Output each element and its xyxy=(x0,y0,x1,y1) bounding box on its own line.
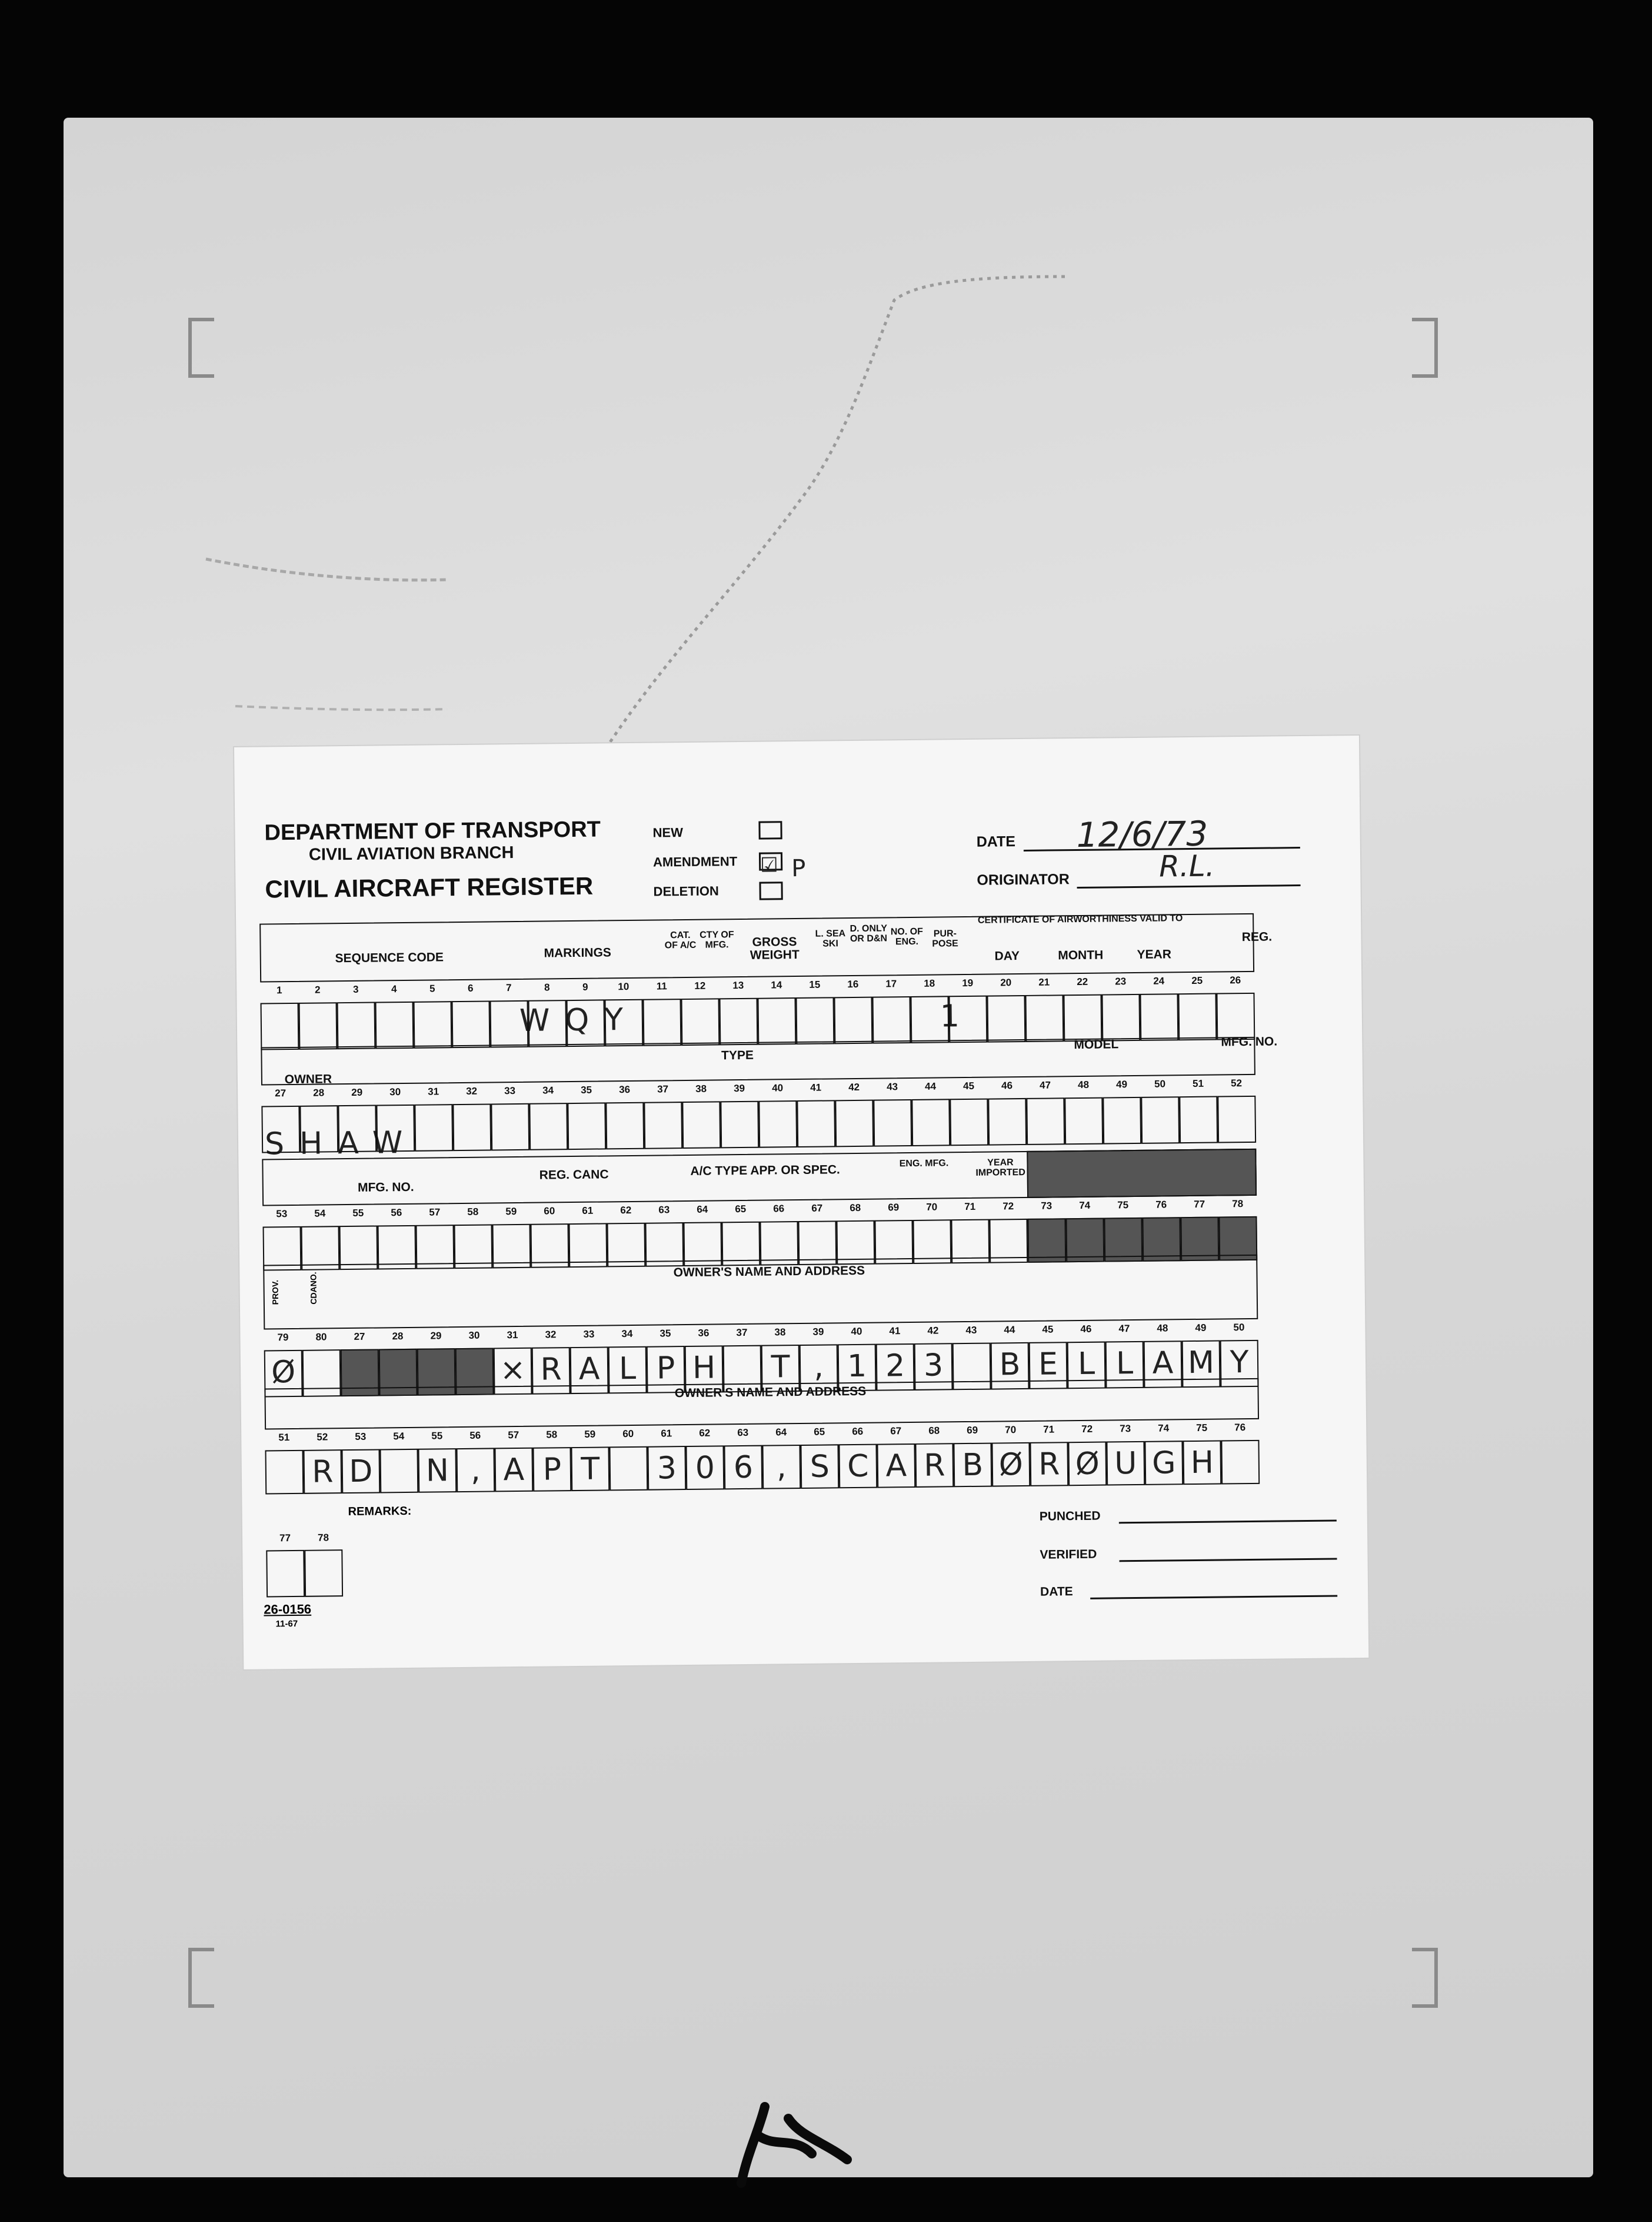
column-number: 36 xyxy=(698,1327,710,1339)
column-number: 61 xyxy=(582,1205,594,1216)
column-number: 60 xyxy=(544,1205,555,1217)
column-number: 55 xyxy=(352,1207,364,1219)
entry-cell[interactable] xyxy=(911,1099,950,1146)
l-sea-ski-label: L. SEA SKI xyxy=(815,929,846,949)
entry-cell[interactable] xyxy=(452,1103,491,1151)
column-number: 53 xyxy=(355,1431,367,1442)
column-number: 27 xyxy=(354,1330,365,1342)
column-number: 32 xyxy=(545,1329,557,1340)
handwritten-character: , xyxy=(813,1349,824,1385)
column-number: 64 xyxy=(697,1203,708,1215)
handwritten-character: × xyxy=(499,1352,526,1388)
entry-cell[interactable] xyxy=(265,1450,304,1495)
handwritten-character: P xyxy=(656,1351,675,1386)
entry-cell[interactable] xyxy=(1221,1440,1260,1485)
entry-cell[interactable] xyxy=(529,1103,568,1150)
handwritten-character: L xyxy=(1077,1346,1095,1382)
column-number: 43 xyxy=(887,1081,898,1093)
column-number: 42 xyxy=(848,1081,860,1093)
entry-cell[interactable] xyxy=(720,998,758,1046)
column-number: 78 xyxy=(1232,1198,1244,1210)
column-number: 76 xyxy=(1234,1422,1246,1433)
ac-type-label: A/C TYPE APP. OR SPEC. xyxy=(690,1163,840,1178)
column-number: 13 xyxy=(732,979,744,992)
cdano-label: CDANO. xyxy=(308,1272,318,1305)
column-number: 30 xyxy=(468,1329,480,1341)
entry-cell[interactable] xyxy=(796,997,835,1045)
entry-cell[interactable] xyxy=(797,1100,835,1147)
new-label: NEW xyxy=(652,825,684,840)
column-number: 46 xyxy=(1080,1323,1092,1335)
column-number: 47 xyxy=(1040,1079,1051,1091)
handwritten-character: T xyxy=(581,1451,600,1487)
column-number: 39 xyxy=(812,1326,824,1338)
year-imported-label: YEAR IMPORTED xyxy=(975,1157,1025,1178)
mfg-no-label: MFG. NO. xyxy=(357,1180,414,1195)
sequence-code-label: SEQUENCE CODE xyxy=(335,950,444,966)
column-number: 41 xyxy=(889,1325,901,1337)
entry-cell[interactable] xyxy=(1179,1096,1218,1144)
handwritten-character: A xyxy=(503,1452,525,1488)
entry-cell[interactable] xyxy=(643,999,682,1046)
handwritten-character: H xyxy=(1190,1445,1214,1481)
handwritten-character: N xyxy=(425,1453,449,1489)
column-number: 49 xyxy=(1116,1079,1128,1090)
entry-cell[interactable] xyxy=(950,1099,988,1146)
column-number: 44 xyxy=(1004,1324,1015,1336)
column-number: 47 xyxy=(1118,1323,1130,1335)
entry-cell[interactable] xyxy=(609,1446,648,1491)
column-number: 50 xyxy=(1233,1322,1245,1333)
certificate-label: CERTIFICATE OF AIRWORTHINESS VALID TO xyxy=(977,913,1183,926)
column-number: 67 xyxy=(890,1425,902,1437)
column-number: 4 xyxy=(391,983,397,995)
column-number: 73 xyxy=(1041,1200,1053,1212)
column-number: 46 xyxy=(1001,1080,1013,1092)
entry-cell[interactable] xyxy=(1141,1096,1180,1144)
entry-cell[interactable] xyxy=(266,1550,305,1598)
column-number: 14 xyxy=(771,979,782,991)
crop-mark-bottom-right xyxy=(1412,1948,1438,2008)
entry-cell[interactable] xyxy=(491,1103,529,1151)
owner-name-label-2: OWNER'S NAME AND ADDRESS xyxy=(674,1384,867,1401)
column-number: 11 xyxy=(656,980,667,992)
column-number: 77 xyxy=(279,1532,291,1544)
entry-cell[interactable] xyxy=(681,998,720,1046)
column-number: 63 xyxy=(737,1426,749,1439)
entry-cell[interactable] xyxy=(567,999,605,1047)
entry-cell[interactable] xyxy=(682,1101,721,1149)
purpose-label: PUR- POSE xyxy=(932,929,958,949)
year-label: YEAR xyxy=(1137,947,1172,962)
column-number: 51 xyxy=(1193,1077,1204,1089)
column-number: 44 xyxy=(925,1080,937,1092)
column-number: 79 xyxy=(277,1332,289,1343)
column-number: 34 xyxy=(621,1328,633,1340)
column-number: 5 xyxy=(429,983,435,994)
model-label: MODEL xyxy=(1074,1037,1119,1052)
column-number: 72 xyxy=(1002,1200,1014,1212)
department-title: DEPARTMENT OF TRANSPORT xyxy=(264,817,601,846)
column-number: 57 xyxy=(429,1206,441,1218)
column-number: 29 xyxy=(430,1330,442,1342)
date-label: DATE xyxy=(976,833,1016,850)
handwritten-character: D xyxy=(349,1453,373,1490)
handwritten-character: 1 xyxy=(847,1348,867,1385)
column-number: 74 xyxy=(1158,1422,1170,1434)
handwritten-character: , xyxy=(776,1449,787,1485)
owner-value: SHAW xyxy=(264,1125,418,1162)
column-number: 75 xyxy=(1117,1199,1129,1211)
handwritten-character: L xyxy=(1115,1346,1134,1382)
column-number: 28 xyxy=(392,1330,404,1342)
handwritten-character: G xyxy=(1151,1445,1176,1481)
column-number: 40 xyxy=(772,1082,784,1094)
column-number: 70 xyxy=(1005,1424,1017,1436)
crop-mark-top-left xyxy=(188,318,214,378)
entry-cell[interactable] xyxy=(644,1102,682,1149)
column-number: 74 xyxy=(1079,1199,1091,1212)
column-number: 10 xyxy=(618,980,630,993)
column-number: 58 xyxy=(467,1206,479,1218)
column-number: 59 xyxy=(505,1206,517,1218)
column-number: 68 xyxy=(850,1202,861,1214)
entry-cell[interactable] xyxy=(1064,1097,1103,1145)
column-number: 66 xyxy=(852,1425,864,1438)
handwritten-character: R xyxy=(923,1448,945,1483)
column-number: 35 xyxy=(581,1084,592,1096)
owner-name-label-1: OWNER'S NAME AND ADDRESS xyxy=(673,1263,865,1280)
entry-cell[interactable] xyxy=(948,996,987,1043)
column-number: 52 xyxy=(317,1431,328,1443)
entry-cell[interactable] xyxy=(376,1105,415,1152)
register-grid xyxy=(234,736,1368,1669)
column-number: 59 xyxy=(584,1428,596,1440)
markings-label: MARKINGS xyxy=(544,946,611,960)
gross-weight-label: GROSS WEIGHT xyxy=(750,935,800,962)
entry-cell[interactable] xyxy=(758,997,797,1045)
handwritten-character: M xyxy=(1187,1345,1215,1381)
column-number: 1 xyxy=(276,984,282,996)
entry-cell[interactable] xyxy=(1025,994,1064,1042)
column-number: 73 xyxy=(1120,1423,1131,1435)
column-number: 68 xyxy=(928,1425,940,1436)
owner-label: OWNER xyxy=(284,1072,332,1087)
entry-cell[interactable] xyxy=(261,1106,300,1153)
handwritten-character: A xyxy=(1152,1345,1174,1381)
column-number: 58 xyxy=(546,1429,558,1441)
entry-cell[interactable] xyxy=(1101,994,1140,1042)
entry-cell[interactable] xyxy=(605,999,644,1047)
column-number: 64 xyxy=(775,1426,787,1438)
column-number: 8 xyxy=(544,982,550,993)
handwritten-character: T xyxy=(771,1349,790,1385)
entry-cell[interactable] xyxy=(380,1449,419,1493)
column-number: 23 xyxy=(1115,976,1127,987)
column-number: 22 xyxy=(1077,976,1088,988)
eng-mfg-label: ENG. MFG. xyxy=(899,1158,949,1169)
column-number: 48 xyxy=(1078,1079,1090,1091)
column-number: 78 xyxy=(318,1532,329,1544)
originator-value: R.L. xyxy=(1158,849,1215,884)
column-number: 51 xyxy=(278,1432,290,1443)
entry-cell[interactable] xyxy=(375,1002,414,1049)
reg-label: REG. xyxy=(1241,930,1273,944)
verified-label: VERIFIED xyxy=(1040,1547,1097,1562)
crop-mark-bottom-left xyxy=(188,1948,214,2008)
column-number: 33 xyxy=(583,1328,595,1340)
handwritten-character: P xyxy=(542,1452,562,1488)
type-label: TYPE xyxy=(721,1048,754,1063)
handwritten-character: 3 xyxy=(657,1451,677,1486)
handwritten-character: U xyxy=(1114,1446,1137,1482)
column-number: 52 xyxy=(1231,1077,1243,1089)
crop-mark-top-right xyxy=(1412,318,1438,378)
handwritten-character: E xyxy=(1038,1346,1058,1382)
handwritten-character: R xyxy=(1038,1446,1060,1482)
entry-cell[interactable] xyxy=(261,1003,299,1050)
signoff-date-label: DATE xyxy=(1040,1585,1073,1599)
date-value: 12/6/73 xyxy=(1076,813,1208,856)
no-of-eng-label: NO. OF ENG. xyxy=(890,926,923,947)
column-number: 15 xyxy=(809,979,821,990)
column-number: 54 xyxy=(393,1431,405,1442)
entry-cell[interactable] xyxy=(1026,1097,1065,1145)
column-number: 80 xyxy=(315,1331,327,1343)
form-revision: 11-67 xyxy=(275,1618,298,1629)
column-number: 56 xyxy=(469,1429,481,1441)
entry-cell[interactable] xyxy=(1063,994,1102,1042)
column-number: 43 xyxy=(965,1324,977,1336)
column-number: 45 xyxy=(963,1080,975,1092)
column-number: 76 xyxy=(1155,1199,1167,1210)
column-number: 38 xyxy=(774,1326,786,1338)
handwritten-character: S xyxy=(810,1449,830,1485)
column-number: 66 xyxy=(773,1203,785,1215)
entry-cell[interactable] xyxy=(567,1102,606,1150)
column-number: 24 xyxy=(1153,975,1165,987)
column-number: 54 xyxy=(314,1208,326,1219)
column-number: 36 xyxy=(619,1083,631,1096)
column-number: 45 xyxy=(1042,1323,1054,1335)
column-number: 33 xyxy=(504,1085,516,1097)
column-number: 34 xyxy=(542,1085,554,1096)
column-number: 71 xyxy=(1043,1423,1055,1435)
column-number: 42 xyxy=(927,1325,939,1336)
entry-cell[interactable] xyxy=(758,1100,797,1148)
entry-cell[interactable] xyxy=(304,1549,343,1597)
column-number: 17 xyxy=(885,978,897,990)
entry-cell[interactable] xyxy=(414,1104,453,1152)
column-number: 38 xyxy=(695,1083,707,1095)
column-number: 55 xyxy=(431,1430,443,1442)
month-label: MONTH xyxy=(1058,948,1104,963)
branch-title: CIVIL AVIATION BRANCH xyxy=(308,843,514,864)
handwritten-character: A xyxy=(578,1351,600,1387)
entry-cell[interactable] xyxy=(1103,1097,1141,1145)
column-number: 18 xyxy=(924,977,935,989)
entry-cell[interactable] xyxy=(452,1000,491,1048)
column-number: 26 xyxy=(1230,974,1241,986)
header-band xyxy=(263,1255,1258,1330)
column-number: 28 xyxy=(313,1087,325,1099)
entry-cell[interactable] xyxy=(299,1105,338,1153)
column-number: 2 xyxy=(314,984,321,996)
column-number: 27 xyxy=(275,1087,287,1099)
column-number: 48 xyxy=(1157,1322,1168,1334)
cty-label: CTY OF MFG. xyxy=(700,930,734,950)
markings-value: WQY xyxy=(519,1002,639,1039)
column-number: 6 xyxy=(467,982,474,994)
entry-cell[interactable] xyxy=(414,1001,452,1049)
header-band xyxy=(262,1149,1257,1206)
entry-cell[interactable] xyxy=(987,995,1025,1043)
entry-cell[interactable] xyxy=(1178,993,1217,1041)
entry-cell[interactable] xyxy=(338,1105,377,1153)
amendment-label: AMENDMENT xyxy=(652,854,738,870)
handwritten-character: , xyxy=(470,1452,481,1488)
entry-cell[interactable] xyxy=(835,1100,874,1147)
column-number: 41 xyxy=(810,1082,822,1093)
handwritten-character: Ø xyxy=(998,1447,1024,1483)
column-number: 65 xyxy=(814,1426,825,1438)
column-number: 67 xyxy=(811,1202,823,1214)
entry-cell[interactable] xyxy=(299,1002,338,1050)
handwritten-character: Y xyxy=(1230,1345,1249,1381)
entry-cell[interactable] xyxy=(720,1101,759,1149)
handwritten-character: C xyxy=(847,1448,869,1485)
mfg-no-label-top: MFG. NO. xyxy=(1221,1035,1278,1049)
column-number: 71 xyxy=(964,1200,976,1213)
column-number: 32 xyxy=(466,1085,478,1097)
handwritten-character: Ø xyxy=(1075,1446,1100,1482)
entry-cell[interactable] xyxy=(1216,993,1255,1040)
punched-label: PUNCHED xyxy=(1039,1509,1101,1524)
entry-cell[interactable] xyxy=(988,1098,1027,1146)
column-number: 29 xyxy=(351,1086,363,1098)
handwritten-character: R xyxy=(312,1454,334,1490)
column-number: 65 xyxy=(735,1203,747,1215)
handwritten-character: 2 xyxy=(885,1348,905,1384)
column-number: 37 xyxy=(736,1326,748,1339)
entry-cell[interactable] xyxy=(834,997,872,1045)
deletion-label: DELETION xyxy=(653,883,719,899)
entry-cell[interactable] xyxy=(605,1102,644,1150)
column-number: 12 xyxy=(694,980,706,992)
column-number: 16 xyxy=(847,978,859,990)
column-number: 60 xyxy=(622,1428,634,1440)
column-number: 70 xyxy=(926,1201,938,1213)
handwritten-character: A xyxy=(885,1448,907,1484)
reg-canc-label: REG. CANC xyxy=(539,1167,609,1182)
column-number: 49 xyxy=(1195,1322,1207,1333)
handwritten-character: Ø xyxy=(271,1354,296,1391)
column-number: 72 xyxy=(1081,1423,1093,1435)
column-number: 63 xyxy=(658,1204,670,1216)
column-number: 31 xyxy=(428,1086,439,1097)
column-number: 35 xyxy=(660,1328,671,1339)
handwritten-character: H xyxy=(692,1350,716,1386)
form-number: 26-0156 xyxy=(264,1601,312,1617)
column-number: 40 xyxy=(851,1325,862,1338)
column-number: 25 xyxy=(1191,974,1203,986)
form-title: CIVIL AIRCRAFT REGISTER xyxy=(265,871,594,903)
register-card xyxy=(234,736,1368,1669)
d-only-label: D. ONLY OR D&N xyxy=(850,923,888,944)
column-number: 57 xyxy=(508,1429,519,1441)
column-number: 75 xyxy=(1196,1422,1208,1433)
handwritten-scribble xyxy=(724,2083,865,2189)
amendment-mark: P xyxy=(791,854,806,883)
column-number: 53 xyxy=(276,1208,288,1220)
column-number: 19 xyxy=(962,977,974,989)
column-number: 62 xyxy=(699,1427,711,1439)
column-number: 69 xyxy=(967,1424,978,1436)
amendment-check-mark: ☑ xyxy=(760,853,778,877)
handwritten-character: 3 xyxy=(923,1348,944,1383)
column-number: 39 xyxy=(734,1082,745,1095)
column-number: 30 xyxy=(389,1086,401,1098)
column-number: 50 xyxy=(1154,1078,1166,1090)
remarks-label: REMARKS: xyxy=(348,1504,412,1519)
column-number: 20 xyxy=(1000,977,1012,989)
handwritten-character: B xyxy=(999,1347,1021,1383)
handwritten-character: R xyxy=(540,1352,562,1388)
entry-cell[interactable] xyxy=(490,1000,529,1048)
handwritten-character: B xyxy=(962,1447,984,1483)
handwritten-character: L xyxy=(618,1351,637,1387)
column-number: 37 xyxy=(657,1083,669,1095)
entry-cell[interactable] xyxy=(873,1099,912,1147)
entry-cell[interactable] xyxy=(1140,993,1178,1041)
column-number: 56 xyxy=(391,1207,402,1219)
entry-cell[interactable] xyxy=(337,1002,376,1050)
column-number: 9 xyxy=(582,981,588,993)
entry-cell[interactable] xyxy=(872,996,911,1044)
handwritten-character: 6 xyxy=(733,1449,754,1486)
column-number: 62 xyxy=(620,1204,632,1216)
prov-label: PROV. xyxy=(270,1279,280,1305)
entry-cell[interactable] xyxy=(910,996,949,1043)
column-number: 21 xyxy=(1038,976,1050,988)
column-number: 77 xyxy=(1194,1198,1205,1210)
column-number: 31 xyxy=(507,1329,518,1341)
originator-label: ORIGINATOR xyxy=(977,871,1070,889)
header-band xyxy=(259,913,1254,983)
handwritten-character: 0 xyxy=(695,1450,715,1486)
column-number: 69 xyxy=(888,1202,900,1213)
day-label: DAY xyxy=(994,949,1020,963)
cat-label: CAT. OF A/C xyxy=(664,930,697,951)
purpose-value: 1 xyxy=(940,999,960,1035)
column-number: 3 xyxy=(352,983,359,995)
column-number: 61 xyxy=(661,1428,672,1439)
column-number: 7 xyxy=(505,982,512,994)
entry-cell[interactable] xyxy=(1217,1096,1256,1143)
entry-cell[interactable] xyxy=(528,1000,567,1047)
